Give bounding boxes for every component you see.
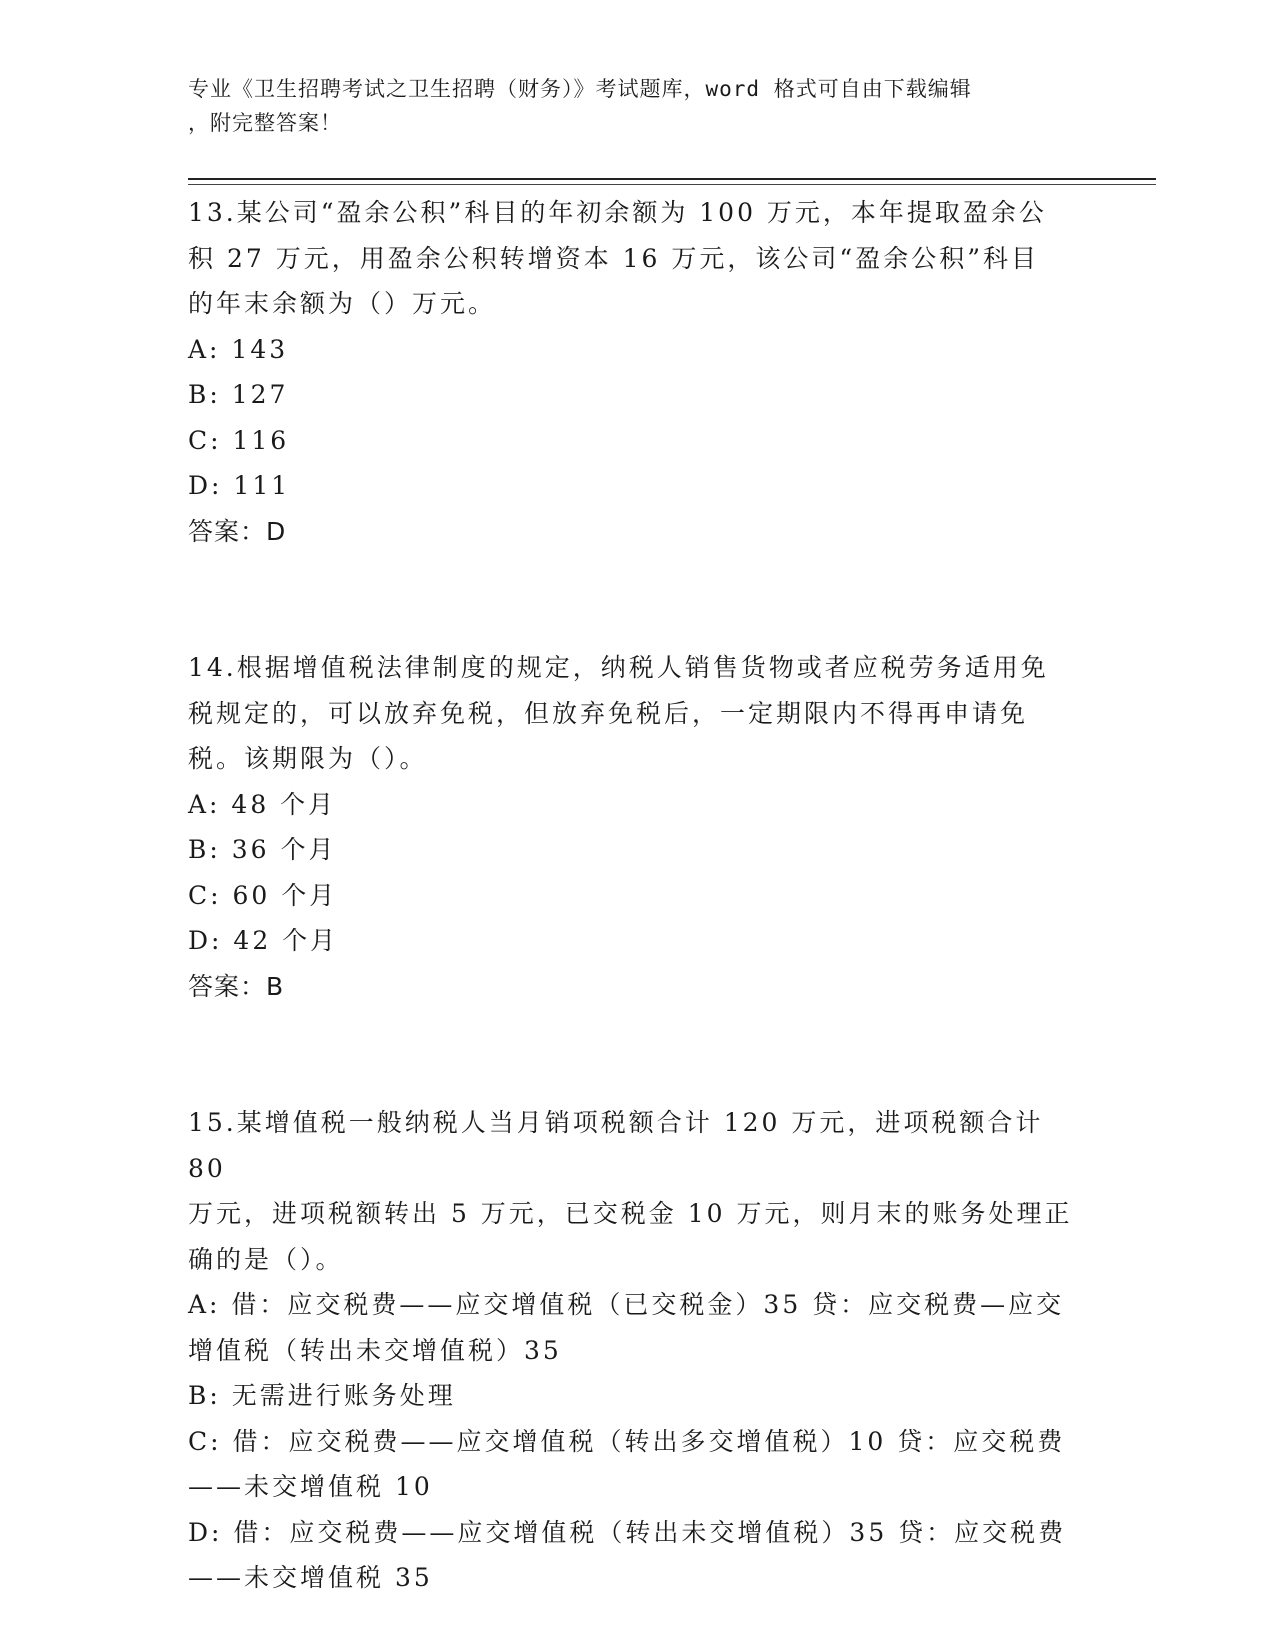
option-d: D: 111	[188, 471, 291, 500]
option-c: C: 60 个月	[188, 880, 338, 910]
answer: 答案：D	[188, 516, 287, 546]
option-a: A: 48 个月	[188, 789, 337, 819]
question-text-line: 14.根据增值税法律制度的规定，纳税人销售货物或者应税劳务适用免	[188, 653, 1049, 682]
question-text-line: 15.某增值税一般纳税人当月销项税额合计 120 万元，进项税额合计 80	[188, 1108, 1044, 1183]
document-body	[188, 190, 1088, 1601]
question-spacer	[188, 1009, 1088, 1100]
option-c: C: 116	[188, 425, 290, 455]
question-13	[188, 190, 1088, 554]
question-spacer	[188, 554, 1088, 645]
option-c: C: 借：应交税费——应交增值税（转出多交增值税）10 贷：应交税费	[188, 1426, 1066, 1456]
option-a: A: 143	[188, 334, 289, 364]
option-b: B: 36 个月	[188, 835, 337, 864]
document-header	[188, 72, 1068, 140]
question-15	[188, 1100, 1088, 1601]
option-d-continued: ——未交增值税 35	[188, 1563, 433, 1592]
header-line-1: 专业《卫生招聘考试之卫生招聘（财务）》考试题库，word 格式可自由下载编辑	[188, 77, 972, 101]
header-line-2: ，附完整答案！	[188, 111, 342, 135]
option-a-continued: 增值税（转出未交增值税）35	[188, 1335, 562, 1365]
question-text-line: 税规定的，可以放弃免税，但放弃免税后，一定期限内不得再申请免	[188, 698, 1029, 728]
option-d: D: 42 个月	[188, 926, 339, 955]
option-b: B: 127	[188, 380, 289, 409]
option-b: B: 无需进行账务处理	[188, 1381, 456, 1410]
question-text-line: 积 27 万元，用盈余公积转增资本 16 万元，该公司“盈余公积”科目	[188, 243, 1039, 273]
header-divider-thick	[188, 178, 1156, 180]
question-text-line: 万元，进项税额转出 5 万元，已交税金 10 万元，则月末的账务处理正	[188, 1199, 1073, 1228]
question-text-line: 确的是（）。	[188, 1244, 344, 1274]
option-c-continued: ——未交增值税 10	[188, 1472, 433, 1501]
option-a: A: 借：应交税费——应交增值税（已交税金）35 贷：应交税费—应交	[188, 1290, 1065, 1319]
header-divider-thin	[188, 184, 1156, 185]
question-14	[188, 645, 1088, 1009]
option-d: D: 借：应交税费——应交增值税（转出未交增值税）35 贷：应交税费	[188, 1517, 1067, 1547]
question-text-line: 的年末余额为（）万元。	[188, 289, 497, 318]
answer: 答案：B	[188, 971, 285, 1001]
question-text-line: 13.某公司“盈余公积”科目的年初余额为 100 万元，本年提取盈余公	[188, 198, 1047, 227]
question-text-line: 税。该期限为（）。	[188, 744, 428, 773]
